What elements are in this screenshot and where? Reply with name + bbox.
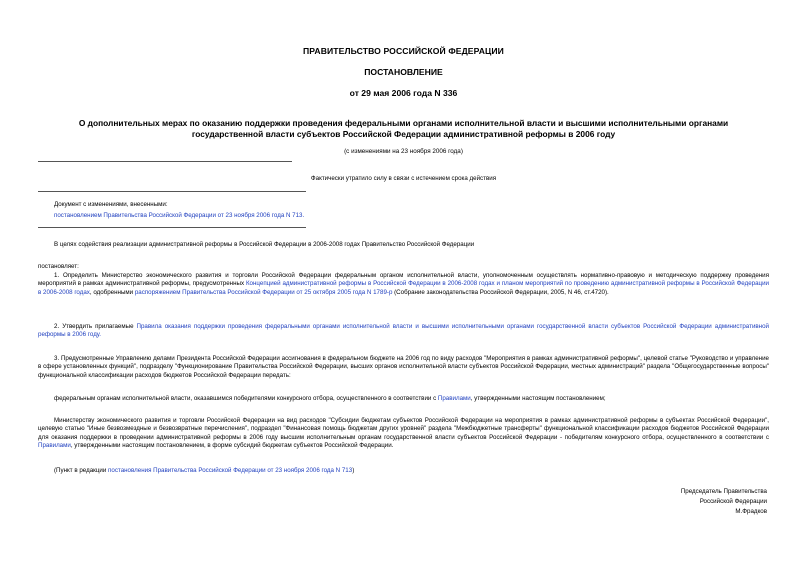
document-date-number: от 29 мая 2006 года N 336 (349, 88, 458, 98)
concept-link[interactable]: Концепцией административной реформы в Российской Федерации в 2006-2008 годах и планом мероприятий по проведению административной реформы в Российской Федерации в 2006-2008 годах (38, 280, 769, 296)
rules-link[interactable]: Правилами (38, 442, 71, 450)
decrees-word: постановляет: (38, 263, 79, 270)
divider (38, 191, 306, 192)
edit-note-text: (Пункт в редакции (54, 467, 109, 474)
paragraph-2-text: 2. Утвердить прилагаемые (54, 323, 137, 330)
paragraph-1-text: 1. Определить Министерство экономического развития и торговли Российской Федерации федеральным органом исполнительной власти, уполномоченным осуществлять нормативно-правовую и методическую поддержку проведения мероприятий в рамках административной реформы, предусмотренных (38, 272, 769, 288)
paragraph-1-text: (Собрание законодательства Российской Федерации, 2005, N 46, ст.4720). (392, 288, 609, 296)
document-type-heading: ПОСТАНОВЛЕНИЕ (364, 67, 443, 77)
signature-block (681, 487, 767, 517)
paragraph-3a-text: , утвержденными настоящим постановлением; (470, 395, 606, 402)
amendments-note: (с изменениями на 23 ноября 2006 года) (344, 148, 463, 155)
paragraph-3b-text: , утвержденными настоящим постановлением, в форме субсидий бюджетам субъектов Российской Федерации. (70, 442, 394, 450)
status-note: Фактически утратило силу в связи с истечением срока действия (310, 175, 497, 182)
divider (38, 227, 306, 228)
preamble: В целях содействия реализации административной реформы в Российской Федерации в 2006-2008 годах Правительство Российской Федерации (54, 241, 475, 248)
paragraph-1 (38, 272, 769, 297)
paragraph-3a-text: федеральным органам исполнительной власти, оказавшимся победителями конкурсного отбора, осуществленного в соответствии с (54, 395, 438, 402)
paragraph-1-text: , одобренными (89, 288, 135, 296)
government-heading: ПРАВИТЕЛЬСТВО РОССИЙСКОЙ ФЕДЕРАЦИИ (303, 46, 504, 56)
paragraph-3: 3. Предусмотренные Управлению делами Президента Российской Федерации ассигнования в федеральном бюджете на 2006 год по виду расходов "Мероприятия в рамках административной реформы", целевой статье "Руководство и управление в сфере установленных функций", подразделу "Функционирование Правительства Российской Федерации, высших органов исполнительной власти субъектов Российской Федерации, местных администраций" раздела "Общегосударственные вопросы" функциональной классификации расходов бюджетов Российской Федерации передать: (38, 355, 769, 379)
paragraph-2 (38, 323, 769, 340)
signature-title: Председатель Правительства (680, 488, 767, 495)
paragraph-3-edit-note (54, 467, 354, 475)
paragraph-3b (38, 417, 769, 451)
amendment-link[interactable]: постановления Правительства Российской Федерации от 23 ноября 2006 года N 713 (108, 467, 353, 474)
changes-link[interactable]: постановлением Правительства Российской Федерации от 23 ноября 2006 года N 713. (54, 212, 305, 219)
signature-country: Российской Федерации (699, 498, 767, 505)
rules-link[interactable]: Правила оказания поддержки проведения федеральными органами исполнительной власти и высшими исполнительными органами государственной власти субъектов Российской Федерации административной реформы в 2006 году. (38, 323, 769, 339)
order-link[interactable]: распоряжением Правительства Российской Федерации от 25 октября 2005 года N 1789-р (134, 288, 393, 296)
changes-label: Документ с изменениями, внесенными: (54, 201, 168, 208)
paragraph-3a (54, 395, 606, 403)
edit-note-text: ) (352, 467, 355, 474)
divider (38, 161, 292, 162)
signature-name: М.Фрадков (735, 508, 767, 515)
rules-link[interactable]: Правилами (437, 395, 471, 402)
paragraph-3b-text: Министерству экономического развития и торговли Российской Федерации на вид расходов "Субсидии бюджетам субъектов Российской Федерации на мероприятия в рамках административной реформы в субъектах Российской Федерации", целевую статью "Иные безвозмездные и безвозвратные перечисления", подраздел "Финансовая помощь бюджетам других уровней" раздела "Межбюджетные трансферты" функциональной классификации расходов бюджетов Российской Федерации для оказания поддержки в проведении административной реформы в 2006 году высшим исполнительным органам государственной власти субъектов Российской Федерации - победителям конкурсного отбора, осуществленного в соответствии с (38, 417, 769, 441)
document-title: О дополнительных мерах по оказанию поддержки проведения федеральными органами исполнительной власти и высшими исполнительными органами государственной власти субъектов Российской Федерации административной реформы в 2006 году (78, 118, 729, 139)
